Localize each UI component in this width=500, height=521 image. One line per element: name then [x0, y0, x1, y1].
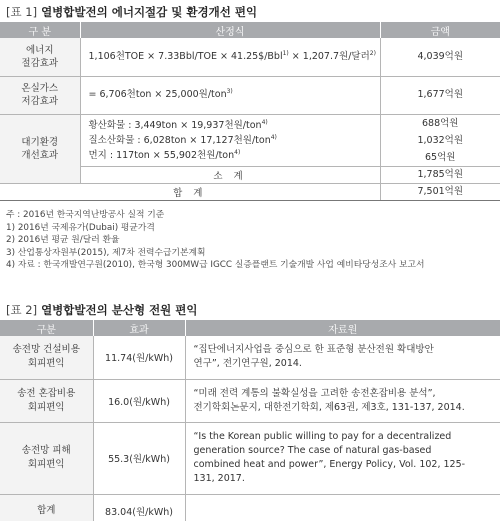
row-name-transmission-construction: 송전망 건설비용 회피편익	[0, 336, 93, 379]
table-row	[0, 114, 500, 166]
table2-header-effect: 효과	[93, 320, 185, 336]
table1-notes	[6, 209, 425, 272]
table1-header-row	[0, 22, 500, 38]
table2-header-source: 자료원	[185, 320, 500, 336]
table2-caption	[6, 302, 198, 318]
effect-congestion: 16.0(원/kWh)	[93, 379, 185, 422]
distributed-generation-table	[0, 320, 500, 521]
note-line: 3) 산업통상자원부(2015), 제7차 전력수급기본계획	[6, 247, 206, 258]
total-row	[0, 183, 500, 200]
note-line: 2) 2016년 평균 원/달러 환율	[6, 235, 120, 245]
table-row	[0, 422, 500, 494]
table1-caption	[6, 4, 257, 20]
row-name-air: 대기환경 개선효과	[0, 114, 80, 183]
row-name-energy: 에너지 절감효과	[0, 38, 80, 76]
note-line: 4) 자료 : 한국개발연구원(2010), 한국형 300MW급 IGCC 실증플랜트 기술개발 사업 예비타당성조사 보고서	[6, 260, 425, 270]
table1-caption-tag: [표 1]	[6, 5, 38, 19]
subtotal-label: 소 계	[80, 166, 380, 183]
table2-caption-title: 열병합발전의 분산형 전원 편익	[41, 303, 198, 317]
amount-air: 688억원 1,032억원 65억원	[380, 114, 500, 166]
formula-energy: 1,106천TOE × 7.33Bbl/TOE × 41.25$/Bbl$^{1)}$ × 1,207.7원/달러$^{2)}$	[80, 38, 380, 76]
total-row	[0, 494, 500, 521]
subtotal-amount: 1,785억원	[380, 166, 500, 183]
total-amount: 7,501억원	[380, 183, 500, 200]
effect-transmission-construction: 11.74(원/kWh)	[93, 336, 185, 379]
table2-header-category: 구분	[0, 320, 93, 336]
amount-energy: 4,039억원	[380, 38, 500, 76]
table-row	[0, 38, 500, 76]
total-label: 합 계	[0, 183, 380, 200]
table-row	[0, 76, 500, 114]
formula-ghg: = 6,706천ton × 25,000원/ton$^{3)}$	[80, 76, 380, 114]
table1-header-amount: 금액	[380, 22, 500, 38]
source-congestion: “미래 전력 계통의 불확실성을 고려한 송전혼잡비용 분석”, 전기학회논문지, 대한전기학회, 제63권, 제3호, 131-137, 2014.	[185, 379, 500, 422]
table-row	[0, 379, 500, 422]
amount-ghg: 1,677억원	[380, 76, 500, 114]
table2-total-effect: 83.04(원/kWh)	[93, 494, 185, 521]
row-name-congestion: 송전 혼잡비용 회피편익	[0, 379, 93, 422]
table1-caption-title: 열병합발전의 에너지절감 및 환경개선 편익	[41, 5, 258, 19]
table2-caption-tag: [표 2]	[6, 303, 38, 317]
row-name-ghg: 온실가스 저감효과	[0, 76, 80, 114]
source-damage: “Is the Korean public willing to pay for a decentralized generation source? The case of natural gas-based combined heat and power”, Energy Policy, Vol. 102, 125- 131, 2017.	[185, 422, 500, 494]
note-line: 1) 2016년 국제유가(Dubai) 평균가격	[6, 222, 155, 233]
table2-total-source-empty	[185, 494, 500, 521]
energy-saving-table	[0, 22, 500, 201]
row-name-damage: 송전망 피해 회피편익	[0, 422, 93, 494]
effect-damage: 55.3(원/kWh)	[93, 422, 185, 494]
table1-header-category: 구 분	[0, 22, 80, 38]
formula-air: 황산화물 : 3,449ton × 19,937천원/ton$^{4)}$ 질소산화물 : 6,028ton × 17,127천원/ton$^{4)}$ 먼지 : 117ton × 55,902천원/ton$^{4)}$	[80, 114, 380, 166]
table1-header-formula: 산정식	[80, 22, 380, 38]
note-line: 주 : 2016년 한국지역난방공사 실적 기준	[6, 210, 165, 220]
table2-total-label: 합계	[0, 494, 93, 521]
table-row	[0, 336, 500, 379]
table2-header-row	[0, 320, 500, 336]
source-transmission-construction: “집단에너지사업을 중심으로 한 표준형 분산전원 확대방안 연구”, 전기연구원, 2014.	[185, 336, 500, 379]
